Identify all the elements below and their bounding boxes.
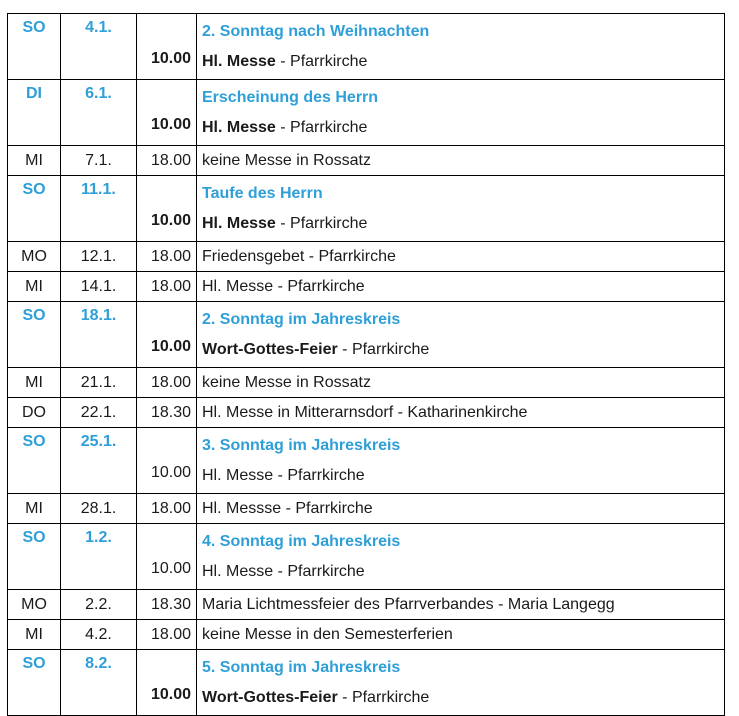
- schedule-row-feast: [8, 650, 725, 716]
- weekday-cell: [8, 176, 61, 242]
- time: 10.00: [150, 116, 191, 133]
- schedule-row: [8, 242, 725, 272]
- event-text: keine Messe in den Semesterferien: [202, 625, 453, 643]
- event-cell: [197, 242, 725, 272]
- date-cell: [61, 428, 137, 494]
- time-cell: [137, 302, 197, 368]
- date-cell: [61, 302, 137, 368]
- time-cell: [137, 650, 197, 716]
- weekday-cell: [8, 524, 61, 590]
- weekday: SO: [22, 19, 46, 36]
- date-cell: [61, 146, 137, 176]
- event-cell: [197, 590, 725, 620]
- event-type: Hl. Messe: [202, 214, 276, 232]
- event-cell: [197, 368, 725, 398]
- date: 2.2.: [85, 595, 112, 613]
- event-type: Hl. Messe: [202, 52, 276, 70]
- event-type: Wort-Gottes-Feier: [202, 340, 338, 358]
- date: 25.1.: [80, 433, 117, 450]
- weekday: SO: [22, 181, 46, 198]
- event-cell: [197, 146, 725, 176]
- date-cell: [61, 272, 137, 302]
- schedule-body: [8, 14, 725, 716]
- event-location: - Pfarrkirche: [275, 214, 368, 232]
- date: 28.1.: [80, 499, 117, 517]
- event-cell: [197, 80, 725, 146]
- weekday-cell: [8, 494, 61, 524]
- event-text: Hl. Messe - Pfarrkirche: [202, 277, 365, 295]
- event-cell: [197, 524, 725, 590]
- schedule-row: [8, 368, 725, 398]
- schedule-row-feast: [8, 14, 725, 80]
- weekday: SO: [22, 433, 46, 450]
- time-cell: [137, 398, 197, 428]
- event-text: Hl. Messe in Mitterarnsdorf - Katharinenkirche: [202, 403, 528, 421]
- date-cell: [61, 650, 137, 716]
- event-location: - Pfarrkirche: [275, 118, 368, 136]
- feast-title: 3. Sonntag im Jahreskreis: [202, 436, 401, 454]
- time-cell: [137, 146, 197, 176]
- weekday-cell: [8, 302, 61, 368]
- time: 10.00: [150, 686, 191, 703]
- time: 10.00: [150, 464, 191, 481]
- weekday: MI: [25, 373, 43, 391]
- schedule-row-feast: [8, 524, 725, 590]
- event-location: Hl. Messe - Pfarrkirche: [202, 466, 365, 484]
- weekday: DO: [22, 403, 46, 421]
- event-text: Maria Lichtmessfeier des Pfarrverbandes - Maria Langegg: [202, 595, 615, 613]
- date-cell: [61, 620, 137, 650]
- schedule-row-feast: [8, 428, 725, 494]
- date: 12.1.: [80, 247, 117, 265]
- event-location: - Pfarrkirche: [337, 340, 430, 358]
- weekday: SO: [22, 529, 46, 546]
- event-line: [202, 461, 719, 491]
- schedule-row: [8, 494, 725, 524]
- weekday: MI: [25, 499, 43, 517]
- date: 22.1.: [80, 403, 117, 421]
- date: 6.1.: [85, 85, 112, 102]
- event-text: keine Messe in Rossatz: [202, 151, 371, 169]
- event-cell: [197, 302, 725, 368]
- event-text: keine Messe in Rossatz: [202, 373, 371, 391]
- date: 8.2.: [85, 655, 112, 672]
- time-cell: [137, 14, 197, 80]
- weekday: MI: [25, 625, 43, 643]
- weekday-cell: [8, 14, 61, 80]
- date-cell: [61, 14, 137, 80]
- event-cell: [197, 650, 725, 716]
- weekday: DI: [26, 85, 42, 102]
- event-cell: [197, 176, 725, 242]
- event-text: Hl. Messse - Pfarrkirche: [202, 499, 373, 517]
- schedule-row: [8, 590, 725, 620]
- time: 18.00: [150, 247, 191, 265]
- time-cell: [137, 242, 197, 272]
- weekday-cell: [8, 590, 61, 620]
- schedule-row-feast: [8, 302, 725, 368]
- schedule-row: [8, 272, 725, 302]
- time: 10.00: [150, 560, 191, 577]
- time: 18.00: [150, 499, 191, 517]
- weekday: MI: [25, 151, 43, 169]
- event-cell: [197, 494, 725, 524]
- schedule-row: [8, 146, 725, 176]
- feast-title: Erscheinung des Herrn: [202, 88, 379, 106]
- date: 4.1.: [85, 19, 112, 36]
- date: 18.1.: [80, 307, 117, 324]
- weekday-cell: [8, 368, 61, 398]
- schedule-row: [8, 398, 725, 428]
- date-cell: [61, 242, 137, 272]
- date: 1.2.: [85, 529, 112, 546]
- date-cell: [61, 176, 137, 242]
- time-cell: [137, 176, 197, 242]
- event-cell: [197, 428, 725, 494]
- event-line: [202, 47, 719, 77]
- event-cell: [197, 620, 725, 650]
- schedule-table: [7, 13, 725, 716]
- date-cell: [61, 80, 137, 146]
- weekday: MI: [25, 277, 43, 295]
- feast-title: 4. Sonntag im Jahreskreis: [202, 532, 401, 550]
- date: 4.2.: [85, 625, 112, 643]
- event-cell: [197, 272, 725, 302]
- date: 11.1.: [81, 181, 116, 198]
- time: 18.30: [150, 595, 191, 613]
- weekday-cell: [8, 398, 61, 428]
- feast-title: 2. Sonntag im Jahreskreis: [202, 310, 401, 328]
- event-type: Hl. Messe: [202, 118, 276, 136]
- time-cell: [137, 368, 197, 398]
- event-cell: [197, 398, 725, 428]
- event-cell: [197, 14, 725, 80]
- weekday-cell: [8, 428, 61, 494]
- time: 10.00: [150, 212, 191, 229]
- weekday: SO: [22, 655, 46, 672]
- time-cell: [137, 494, 197, 524]
- time: 18.00: [150, 373, 191, 391]
- feast-title: Taufe des Herrn: [202, 184, 323, 202]
- date-cell: [61, 398, 137, 428]
- time: 18.00: [150, 625, 191, 643]
- weekday: SO: [22, 307, 46, 324]
- weekday: MO: [21, 247, 47, 265]
- time-cell: [137, 524, 197, 590]
- date: 7.1.: [85, 151, 112, 169]
- date: 14.1.: [80, 277, 117, 295]
- event-type: Wort-Gottes-Feier: [202, 688, 338, 706]
- date-cell: [61, 494, 137, 524]
- date-cell: [61, 590, 137, 620]
- event-line: [202, 113, 719, 143]
- time-cell: [137, 428, 197, 494]
- event-line: [202, 209, 719, 239]
- event-line: [202, 557, 719, 587]
- time: 18.00: [150, 277, 191, 295]
- feast-title: 2. Sonntag nach Weihnachten: [202, 22, 430, 40]
- event-location: - Pfarrkirche: [275, 52, 368, 70]
- weekday-cell: [8, 272, 61, 302]
- event-line: [202, 683, 719, 713]
- time-cell: [137, 590, 197, 620]
- event-line: [202, 335, 719, 365]
- feast-title: 5. Sonntag im Jahreskreis: [202, 658, 401, 676]
- time-cell: [137, 620, 197, 650]
- schedule-row: [8, 620, 725, 650]
- weekday: MO: [21, 595, 47, 613]
- event-text: Friedensgebet - Pfarrkirche: [202, 247, 396, 265]
- time: 10.00: [150, 50, 191, 67]
- date: 21.1.: [80, 373, 117, 391]
- weekday-cell: [8, 80, 61, 146]
- weekday-cell: [8, 620, 61, 650]
- date-cell: [61, 368, 137, 398]
- time: 18.00: [150, 151, 191, 169]
- event-location: - Pfarrkirche: [337, 688, 430, 706]
- schedule-row-feast: [8, 176, 725, 242]
- time: 10.00: [150, 338, 191, 355]
- time-cell: [137, 272, 197, 302]
- time-cell: [137, 80, 197, 146]
- weekday-cell: [8, 242, 61, 272]
- time: 18.30: [150, 403, 191, 421]
- date-cell: [61, 524, 137, 590]
- schedule-row-feast: [8, 80, 725, 146]
- weekday-cell: [8, 650, 61, 716]
- event-location: Hl. Messe - Pfarrkirche: [202, 562, 365, 580]
- weekday-cell: [8, 146, 61, 176]
